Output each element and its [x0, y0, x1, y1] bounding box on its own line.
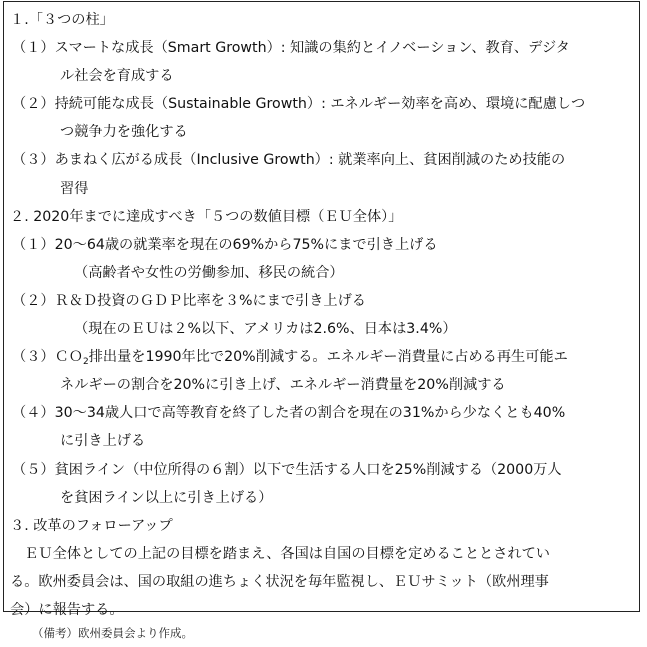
section-1-heading: １.「３つの柱」	[10, 12, 114, 28]
item-text: あまねく広がる成長（Inclusive Growth）: 就業率向上、貧困削減のため技能の	[54, 152, 566, 169]
target-4-line-2: に引き上げる	[60, 433, 146, 450]
paragraph-line-2: る。欧州委員会は、国の取組の進ちょく状況を毎年監視し、ＥＵサミット（欧州理事	[10, 573, 549, 590]
pillar-2-line-2: つ競争力を強化する	[60, 124, 188, 141]
pillar-3-line-1	[10, 146, 631, 174]
item-text: 持続可能な成長（Sustainable Growth）: エネルギー効率を高め、環境に配慮しつ	[54, 96, 586, 113]
subscript-2: 2	[82, 357, 89, 368]
section-2-heading: ２. 2020年までに達成すべき「５つの数値目標（ＥＵ全体）」	[10, 208, 403, 225]
item-text: 30～34歳人口で高等教育を終了した者の割合を現在の31%から少なくとも40%	[54, 405, 566, 422]
pillar-2-line-1	[10, 90, 631, 118]
target-2-line-1	[10, 287, 631, 315]
item-label: （２）	[12, 292, 55, 309]
target-5-line-2: を貧困ライン以上に引き上げる）	[60, 489, 273, 506]
target-3-line-1	[10, 343, 631, 371]
target-1-line-1	[10, 231, 631, 259]
item-label: （５）	[12, 461, 55, 478]
target-3-line-2: ネルギーの割合を20%に引き上げ、エネルギー消費量を20%削減する	[60, 377, 506, 394]
item-label: （２）	[12, 96, 55, 113]
item-text-post: 排出量を1990年比で20%削減する。エネルギー消費量に占める再生可能エ	[88, 349, 568, 366]
paragraph-line-1: ＥＵ全体としての上記の目標を踏まえ、各国は自国の目標を定めることとされてい	[10, 545, 550, 562]
item-text: 20～64歳の就業率を現在の69%から75%にまで引き上げる	[54, 236, 438, 253]
pillar-1-line-2: ル社会を育成する	[60, 68, 174, 85]
item-label: （１）	[12, 236, 55, 253]
pillar-3-line-2: 習得	[60, 180, 89, 197]
target-5-line-1	[10, 456, 631, 484]
section-3-heading: ３. 改革のフォローアップ	[10, 517, 173, 534]
source-note: （備考）欧州委員会より作成。	[32, 626, 193, 640]
item-text: スマートな成長（Smart Growth）: 知識の集約とイノベーション、教育、デジタ	[54, 40, 570, 57]
pillar-1-line-1	[10, 34, 631, 62]
item-label: （３）	[12, 349, 55, 366]
item-text: Ｒ＆Ｄ投資のＧＤＰ比率を３%にまで引き上げる	[54, 292, 366, 309]
item-text-pre: ＣＯ	[54, 349, 83, 366]
target-2-line-2: （現在のＥＵは２%以下、アメリカは2.6%、日本は3.4%）	[74, 321, 457, 338]
target-4-line-1	[10, 399, 631, 427]
item-label: （４）	[12, 405, 55, 422]
content-box	[3, 1, 640, 618]
item-text: 貧困ライン（中位所得の６割）以下で生活する人口を25%削減する（2000万人	[54, 461, 562, 478]
paragraph-line-3: 会）に報告する。	[10, 601, 124, 618]
target-1-line-2: （高齢者や女性の労働参加、移民の統合）	[74, 264, 344, 281]
item-label: （１）	[12, 40, 55, 57]
item-label: （３）	[12, 152, 55, 169]
